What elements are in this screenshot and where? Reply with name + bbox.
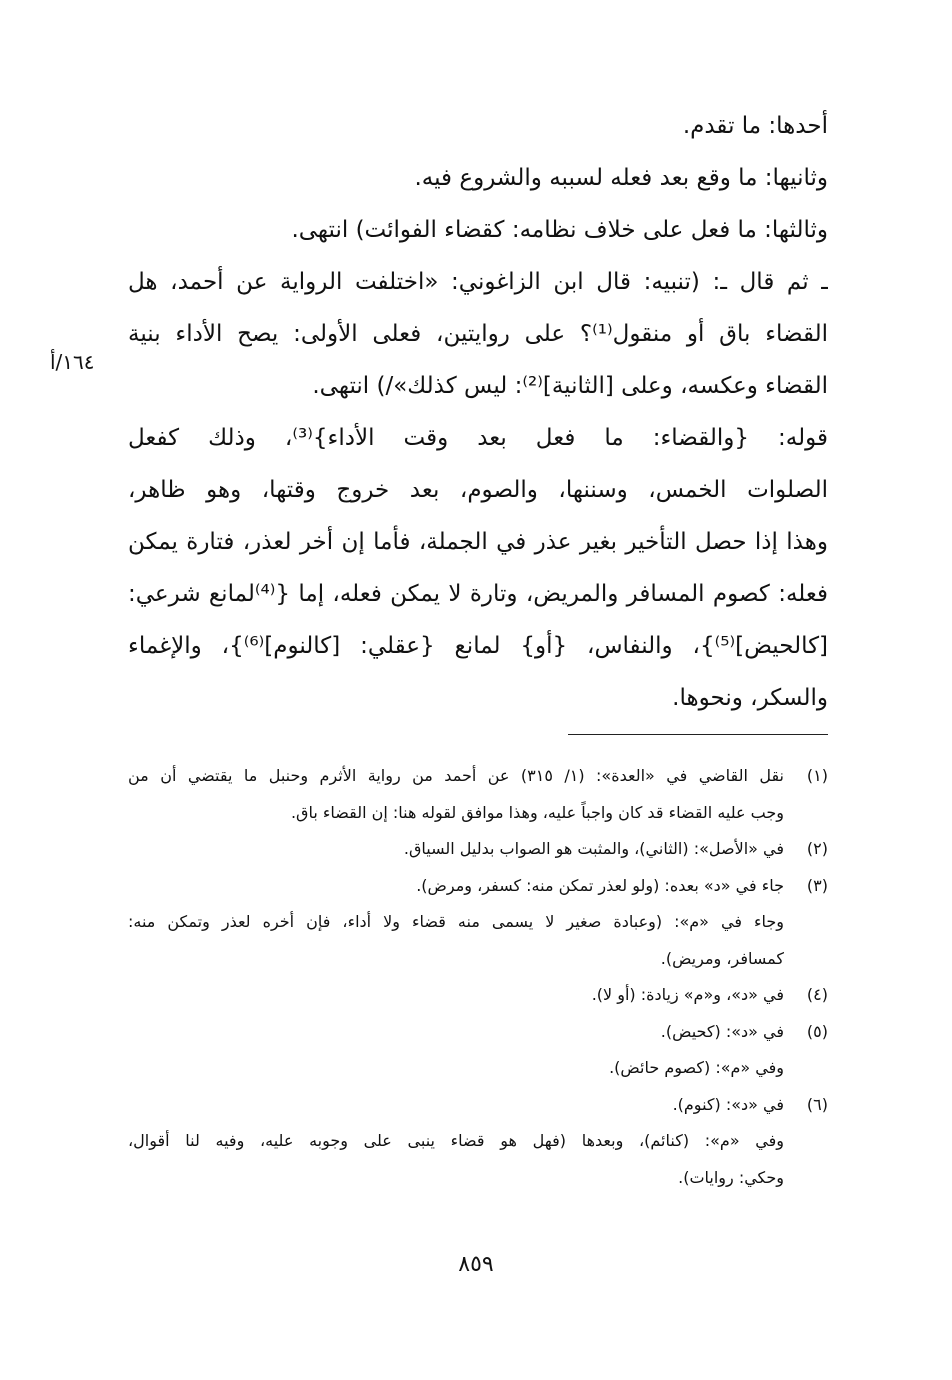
footnote-number xyxy=(784,795,828,832)
main-line: فعله: كصوم المسافر والمريض، وتارة لا يمكن فعله، إما {⁽⁴⁾لمانع شرعي: xyxy=(128,581,828,607)
footnote-text: كمسافر، ومريض). xyxy=(660,948,784,968)
footnote-text: نقل القاضي في «العدة»: (١/ ٣١٥) عن أحمد من رواية الأثرم وحنبل ما يقتضي أن من xyxy=(128,766,785,785)
page-number: ٨٥٩ xyxy=(458,1252,494,1277)
footnote-line xyxy=(128,1123,828,1160)
footnote-line xyxy=(128,1087,828,1124)
main-line: وهذا إذا حصل التأخير بغير عذر في الجملة، فأما إن أخر لعذر، فتارة يمكن xyxy=(128,529,828,555)
footnote-line xyxy=(128,868,828,905)
footnote-line xyxy=(128,941,828,978)
footnote-number xyxy=(784,1050,828,1087)
footnote-text: وجب عليه القضاء قد كان واجباً عليه، وهذا موافق لقوله هنا: إن القضاء باق. xyxy=(290,802,784,822)
footnote-text: وجاء في «م»: (وعبادة صغير لا يسمى منه قضاء ولا أداء، فإن أخره لعذر وتمكن منه: xyxy=(128,912,784,931)
main-line: وثالثها: ما فعل على خلاف نظامه: كقضاء الفوائت) انتهى. xyxy=(291,217,828,243)
footnote-text: في «د»: (كنوم). xyxy=(672,1094,784,1114)
manuscript-folio-marker: ١٦٤/أ xyxy=(50,350,95,374)
footnote-number: (١) xyxy=(806,766,828,785)
footnote-line xyxy=(128,1160,828,1197)
footnote-line xyxy=(128,795,828,832)
footnote-number: (٢) xyxy=(806,839,828,858)
footnote-number: (٥) xyxy=(806,1021,828,1041)
footnote-line xyxy=(128,758,828,795)
footnote-number: (٤) xyxy=(806,985,828,1004)
footnote-text: وفي «م»: (كنائم)، وبعدها (فهل هو قضاء ينبى على وجوبه عليه، وفيه لنا أقوال، xyxy=(128,1131,784,1150)
main-text-block xyxy=(128,100,828,724)
footnote-line xyxy=(128,831,828,868)
footnote-number xyxy=(784,1160,828,1197)
footnote-text: في «الأصل»: (الثاني)، والمثبت هو الصواب بدليل السياق. xyxy=(403,839,784,858)
main-line: والسكر، ونحوها. xyxy=(672,685,828,711)
main-line: الصلوات الخمس، وسننها، والصوم، بعد خروج وقتها، وهو ظاهر، xyxy=(128,477,828,503)
main-line: قوله: {والقضاء: ما فعل بعد وقت الأداء}⁽³⁾، وذلك كفعل xyxy=(128,425,828,451)
footnote-text: وحكي: روايات). xyxy=(678,1167,784,1187)
footnote-number: (٣) xyxy=(806,875,828,895)
footnote-separator xyxy=(568,734,828,735)
footnote-text: وفي «م»: (كصوم حائض). xyxy=(609,1058,784,1077)
footnote-number: (٦) xyxy=(806,1094,828,1114)
main-line: [كالحيض]⁽⁵⁾}، والنفاس، {أو} لمانع {عقلي: [كالنوم]⁽⁶⁾}، والإغماء xyxy=(128,633,828,659)
footnote-number xyxy=(784,941,828,978)
footnote-line xyxy=(128,977,828,1014)
footnote-text: جاء في «د» بعده: (ولو لعذر تمكن منه: كسفر، ومرض). xyxy=(416,875,784,895)
footnote-line xyxy=(128,1050,828,1087)
footnote-line xyxy=(128,1014,828,1051)
main-line: وثانيها: ما وقع بعد فعله لسببه والشروع فيه. xyxy=(414,165,828,191)
main-line: القضاء باق أو منقول⁽¹⁾؟ على روايتين، فعلى الأولى: يصح الأداء بنية xyxy=(128,321,828,347)
footnote-line xyxy=(128,904,828,941)
footnote-text: في «د»: (كحيض). xyxy=(660,1021,784,1041)
footnote-number xyxy=(784,1123,828,1160)
main-line: أحدها: ما تقدم. xyxy=(682,113,828,139)
footnotes-block xyxy=(128,758,828,1196)
main-line: القضاء وعكسه، وعلى [الثانية]⁽²⁾: ليس كذلك»/) انتهى. xyxy=(312,373,828,399)
main-line: ـ ثم قال ـ: (تنبيه: قال ابن الزاغوني: «اختلفت الرواية عن أحمد، هل xyxy=(128,269,828,295)
footnote-text: في «د»، و«م» زيادة: (أو لا). xyxy=(591,985,784,1004)
footnote-number xyxy=(784,904,828,941)
